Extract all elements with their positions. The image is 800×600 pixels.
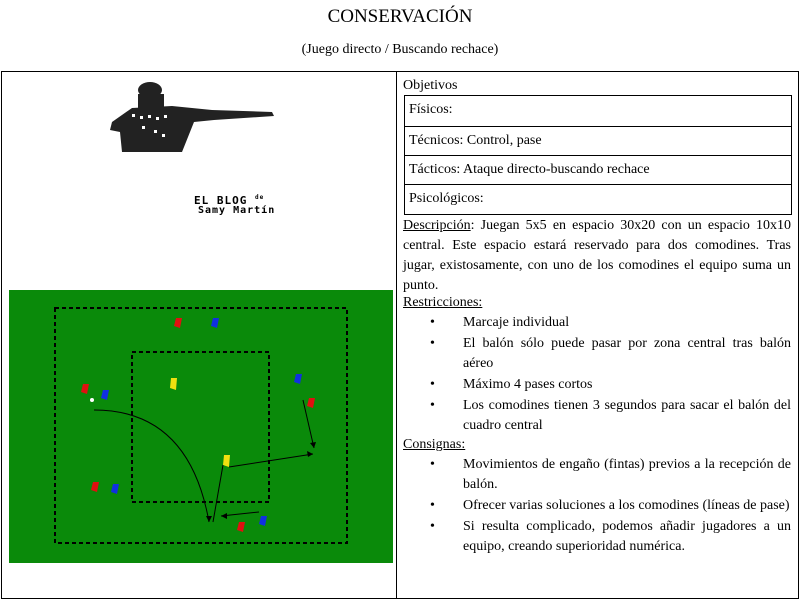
objetivo-tacticos: Tácticos: Ataque directo-buscando rechace xyxy=(404,155,792,185)
objetivos-label: Objetivos xyxy=(403,78,458,93)
consignas-label: Consignas: xyxy=(403,437,466,452)
page-title: CONSERVACIÓN xyxy=(327,6,473,27)
column-divider xyxy=(396,71,397,599)
training-field-diagram xyxy=(9,290,393,563)
descripcion-section xyxy=(403,216,791,296)
list-item: • Ofrecer varias soluciones a los comodines (líneas de pase) xyxy=(403,496,791,516)
left-column xyxy=(2,72,396,598)
blog-logo-image xyxy=(102,82,298,152)
ball xyxy=(90,398,94,402)
list-item: • Los comodines tienen 3 segundos para sacar el balón del cuadro central xyxy=(403,396,791,436)
descripcion-label: Descripción xyxy=(403,218,471,233)
logo-text-line2: Samy Martín xyxy=(198,205,276,216)
objetivo-psicologicos: Psicológicos: xyxy=(404,184,792,215)
list-item: • Si resulta complicado, podemos añadir jugadores a un equipo, creando superioridad numérica. xyxy=(403,517,791,557)
list-item: • Movimientos de engaño (fintas) previos a la recepción de balón. xyxy=(403,455,791,495)
restricciones-section xyxy=(403,293,791,437)
consignas-section xyxy=(403,435,791,558)
descripcion-text: : Juegan 5x5 en espacio 30x20 con un espacio 10x10 central. Este espacio estará reservado para dos comodines. Tras jugar, existosamente, con uno de los comodines el equipo suma un punto. xyxy=(403,218,791,293)
field-grass xyxy=(9,290,393,563)
page-subtitle: (Juego directo / Buscando rechace) xyxy=(301,42,499,57)
logo-text-line1: EL BLOG $^{de}$ xyxy=(194,194,265,207)
list-item: • Marcaje individual xyxy=(403,313,791,333)
list-item: • El balón sólo puede pasar por zona central tras balón aéreo xyxy=(403,334,791,374)
restricciones-label: Restricciones: xyxy=(403,295,483,310)
objetivo-fisicos: Físicos: xyxy=(404,95,792,127)
player-joker xyxy=(223,455,230,467)
objetivo-tecnicos: Técnicos: Control, pase xyxy=(404,126,792,156)
list-item: • Máximo 4 pases cortos xyxy=(403,375,791,395)
player-joker xyxy=(170,378,177,390)
